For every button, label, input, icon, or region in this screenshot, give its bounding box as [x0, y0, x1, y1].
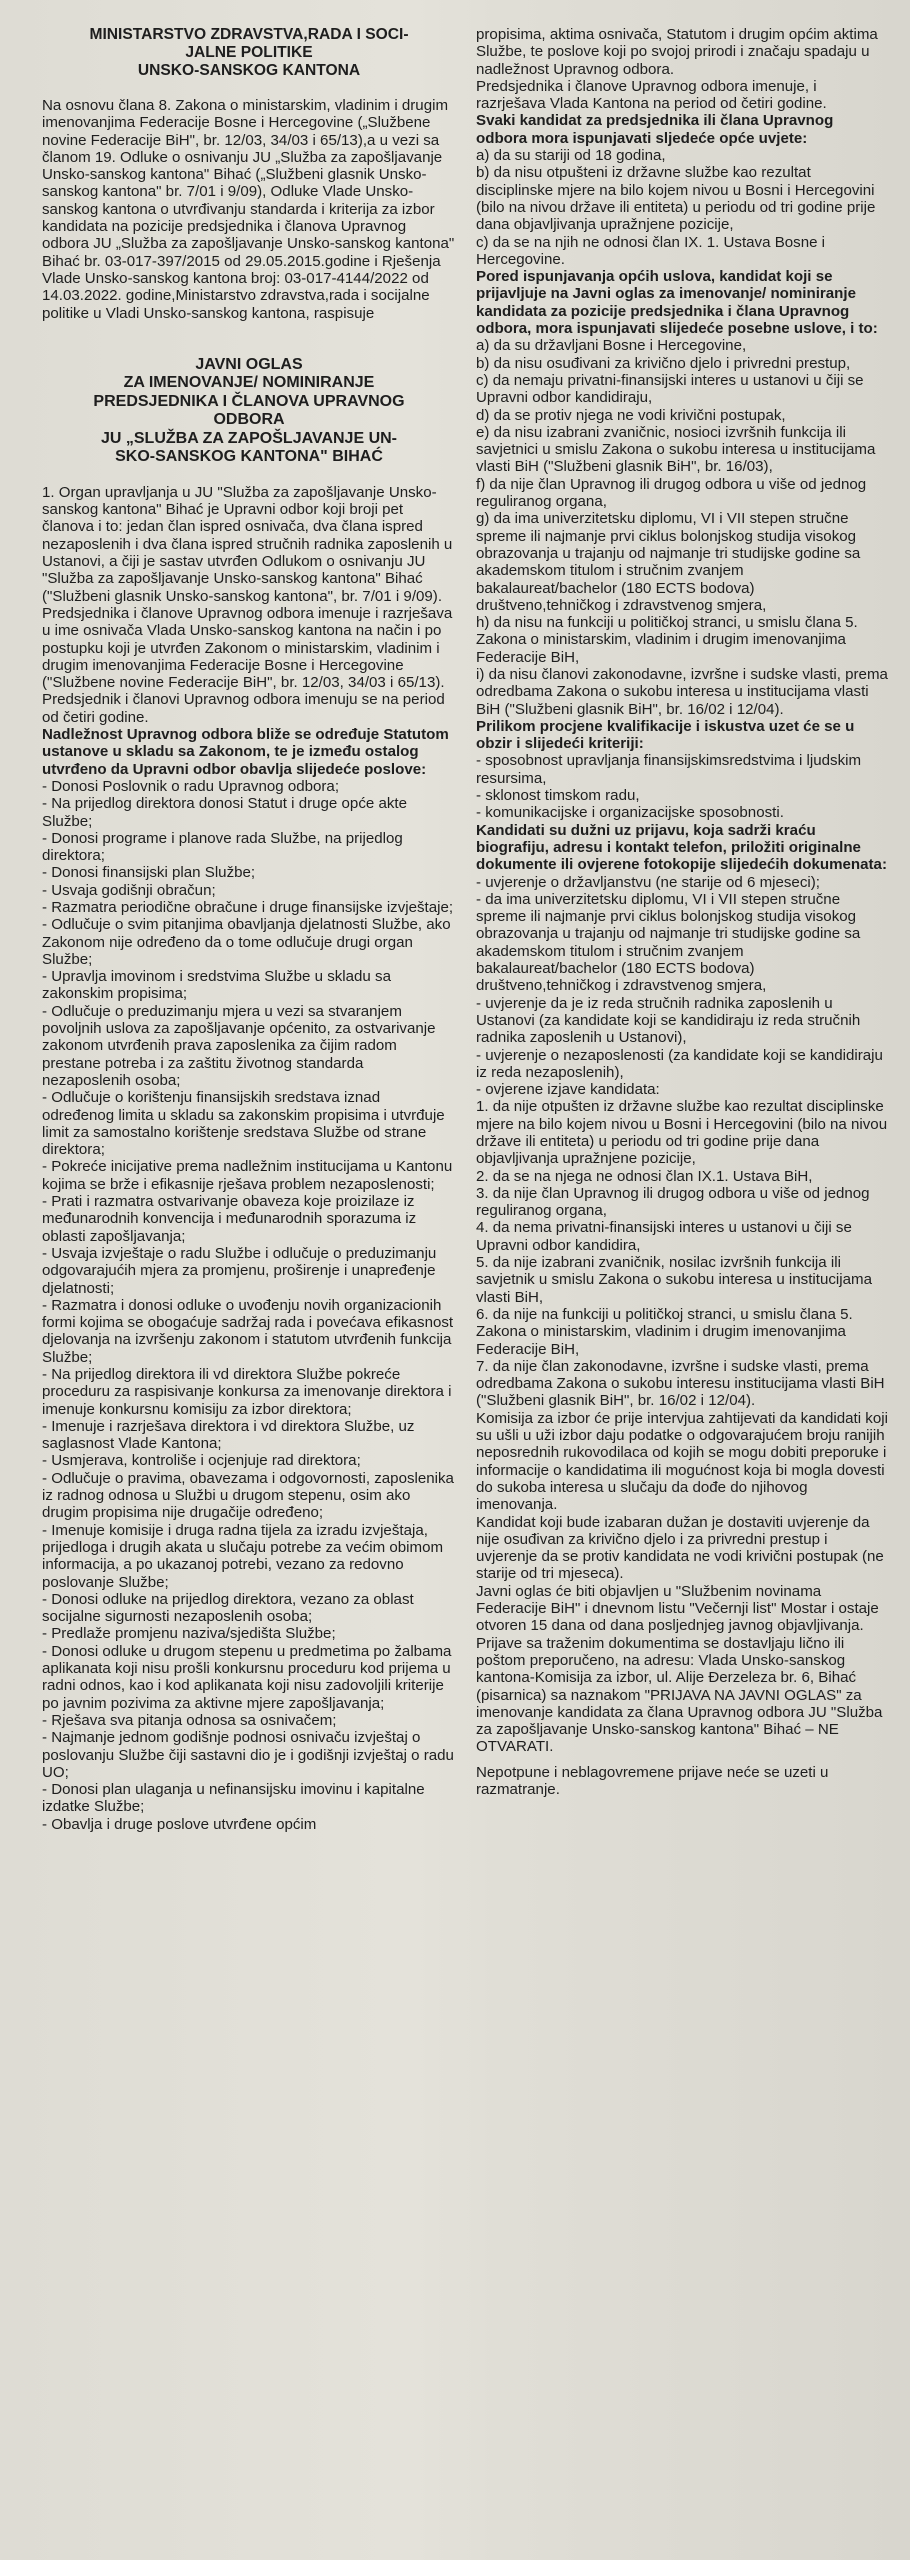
list-item: b) da nisu otpušteni iz državne službe kao rezultat disciplinske mjere na bilo kojem nivou u Bosni i Hercegovini (bilo na nivou države ili entiteta) u periodu od tri godine prije dana objavljivanja upražnjene pozicije,: [476, 164, 876, 234]
list-item: - uvjerenje o nezaposlenosti (za kandidate koji se kandidiraju iz reda nezaposlenih),: [476, 1046, 883, 1081]
list-item: - Imenuje komisije i druga radna tijela za izradu izvještaja, prijedloga i drugih akata u slučaju potrebe za većim obimom informacija, a po ukazanoj potrebi, vezano za redovno poslovanje Službe;: [42, 1521, 444, 1591]
special-conditions-list: [476, 337, 888, 718]
list-item: - Najmanje jednom godišnje podnosi osnivaču izvještaj o poslovanju Službe čiji sastavni dio je i godišnji izvještaj o radu UO;: [42, 1729, 454, 1781]
duties-heading: Nadležnost Upravnog odbora bliže se određuje Statutom ustanove u skladu sa Zakonom, te je između ostalog utvrđeno da Upravni odbor obavlja slijedeće poslove:: [42, 726, 449, 778]
list-item: - Donosi odluke na prijedlog direktora, vezano za oblast socijalne sigurnosti nezaposlenih osoba;: [42, 1590, 414, 1626]
publication-paragraph: Javni oglas će biti objavljen u "Službenim novinama Federacije BiH" i dnevnom listu "Večernji list" Mostar i ostaje otvoren 15 dana od dana posljednjeg javnog objavljivanja. Prijave sa traženim dokumentima se dostavljaju lično ili poštom preporučeno, na adresu: Vlada Unsko-sanskog kantona-Komisija za izbor, ul. Alije Đerzeleza br. 6, Bihać (pisarnica) sa naznakom "PRIJAVA NA JAVNI OGLAS" za imenovanje kandidata za člana Upravnog odbora JU "Služba za zapošljavanje Unsko-sanskog kantona" Bihać – NE OTVARATI.: [476, 1582, 883, 1756]
list-item: - sklonost timskom radu,: [476, 787, 640, 805]
continuation-paragraph: propisima, aktima osnivača, Statutom i drugim općim aktima Službe, te poslove koji po svojoj prirodi i značaju spadaju u nadležnost Upravnog odbora.: [476, 26, 878, 78]
list-item: - Donosi plan ulaganja u nefinansijsku imovinu i kapitalne izdatke Službe;: [42, 1781, 425, 1816]
appointment-paragraph: Predsjednika i članove Upravnog odbora imenuje, i razrješava Vlada Kantona na period od četiri godine.: [476, 77, 827, 113]
right-column: [476, 26, 888, 2556]
list-item: - Rješava sva pitanja odnosa sa osnivačem;: [42, 1711, 337, 1729]
list-item: - Donosi finansijski plan Službe;: [42, 864, 256, 882]
list-item: - Odlučuje o korištenju finansijskih sredstava iznad određenog limita u skladu sa zakonskim propisima i utvrđuje limit za samostalno korištenje sredstava Službe od strane direktora;: [42, 1089, 445, 1159]
list-item: - Razmatra i donosi odluke o uvođenju novih organizacionih formi kojima se obogaćuje sadržaj rada i povećava efikasnost djelovanja na izvršenju zakonom i statutom utvrđenih funkcija Službe;: [42, 1296, 454, 1366]
intro-paragraph: Na osnovu člana 8. Zakona o ministarskim, vladinim i drugim imenovanjima Federacije Bosne i Hercegovine („Službene novine Federacije BiH", br. 12/03, 34/03 i 65/13),a u vezi sa članom 19. Odluke o osnivanju JU „Služba za zapošljavanje Unsko-sanskog kantona" Bihać („Službeni glasnik Unsko-sanskog kantona" br. 7/01 i 9/09), Odluke Vlade Unsko-sanskog kantona o utvrđivanju standarda i kriterija za izbor kandidata na pozicije predsjednika i članova Upravnog odbora JU „Služba za zapošljavanje Unsko-sanskog kantona" Bihać br. 03-017-397/2015 od 29.05.2015.godine i Rješenja Vlade Unsko-sanskog kantona broj: 03-017-4144/2022 od 14.03.2022. godine,Ministarstvo zdravstva,rada i socijalne politike u Vladi Unsko-sanskog kantona, raspisuje: [42, 97, 455, 322]
list-item: - Donosi programe i planove rada Službe, na prijedlog direktora;: [42, 829, 403, 865]
list-item: - Na prijedlog direktora donosi Statut i druge opće akte Službe;: [42, 795, 407, 830]
ad-subtitle-line: SKO-SANSKOG KANTONA" BIHAĆ: [115, 448, 383, 466]
list-item: 7. da nije član zakonodavne, izvršne i sudske vlasti, prema odredbama Zakona o sukobu interesu institucijama vlasti BiH ("Službeni glasnik BiH", br. 16/02 i 12/04).: [476, 1357, 885, 1410]
list-item: - Usvaja godišnji obračun;: [42, 881, 216, 899]
list-item: 2. da se na njega ne odnosi član IX.1. Ustava BiH,: [476, 1167, 813, 1185]
section1-paragraph: 1. Organ upravljanja u JU "Služba za zapošljavanje Unsko-sanskog kantona" Bihać je Upravni odbor koji broji pet članova i to: jedan član ispred osnivača, dva člana ispred nezaposlenih i dva člana ispred stručnih radnika zaposlenih u Ustanovi, a čiji je sastav utvrđen Odlukom o osnivanju JU "Služba za zapošljavanje Unsko-sanskog kantona" Bihać ("Službeni glasnik Unsko-sanskog kantona", br. 7/01 i 9/09).: [42, 483, 453, 605]
list-item: - Odlučuje o preduzimanju mjera u vezi sa stvaranjem povoljnih uslova za zapošljavanje općenito, za ostvarivanje zakonom utvrđenih prava zaposlenika za čijim radom prestane potreba i za zaštitu životnog standarda nezaposlenih osoba;: [42, 1002, 436, 1089]
list-item: 4. da nema privatni-finansijski interes u ustanovi u čiji se Upravni odbor kandidira,: [476, 1219, 852, 1254]
list-item: i) da nisu članovi zakonodavne, izvršne i sudske vlasti, prema odredbama Zakona o sukobu interesa u institucijama vlasti BiH ("Službeni glasnik BiH", br. 16/02 i 12/04).: [476, 665, 888, 718]
list-item: a) da su državljani Bosne i Hercegovine,: [476, 337, 747, 355]
list-item: - Imenuje i razrješava direktora i vd direktora Službe, uz saglasnost Vlade Kantona;: [42, 1417, 415, 1453]
ad-subtitle-line: ZA IMENOVANJE/ NOMINIRANJE: [123, 374, 375, 392]
list-item: c) da nemaju privatni-finansijski interes u ustanovi u čiji se Upravni odbor kandidiraju,: [476, 371, 864, 407]
criteria-list: [476, 752, 888, 821]
list-item: 6. da nije na funkciji u političkoj stranci, u smislu člana 5. Zakona o ministarskim, vladinim i drugim imenovanjima Federacije BiH,: [476, 1305, 853, 1358]
ad-subtitle-line: ODBORA: [213, 411, 285, 429]
section1-paragraph: Predsjednika i članove Upravnog odbora imenuje i razrješava u ime osnivača Vlada Unsko-sanskog kantona na način i po postupku koji je utvrđen Zakonom o ministarskim, vladinim i drugim imenovanjima Federacije Bosne i Hercegovine ("Službene novine Federacije BiH", br. 12/03, 34/03 i 65/13).: [42, 604, 453, 692]
list-item: c) da se na njih ne odnosi član IX. 1. Ustava Bosne i Hercegovine.: [476, 233, 826, 268]
list-item: - komunikacijske i organizacijske sposobnosti.: [476, 804, 784, 822]
ministry-heading-line: MINISTARSTVO ZDRAVSTVA,RADA I SOCI-: [89, 26, 409, 43]
list-item: - Obavlja i druge poslove utvrđene općim: [42, 1815, 317, 1833]
list-item: - uvjerenje da je iz reda stručnih radnika zaposlenih u Ustanovi (za kandidate koji se kandidiraju iz reda stručnih radnika zaposlenih u Ustanovi),: [476, 994, 861, 1047]
list-item: - da ima univerzitetsku diplomu, VI i VII stepen stručne spreme ili najmanje prvi ciklus bolonjskog studija visokog obrazovanja u trajanju od najmanje tri studijske godine sa akademskom titulom i stručnim zvanjem bakalaureat/bachelor (180 ECTS bodova) društveno,tehničkog i zdravstvenog smjera,: [476, 890, 861, 995]
general-conditions-heading: Svaki kandidat za predsjednika ili člana Upravnog odbora mora ispunjavati sljedeće opće uvjete:: [476, 112, 834, 147]
list-item: d) da se protiv njega ne vodi krivični postupak,: [476, 406, 786, 424]
list-item: - Upravlja imovinom i sredstvima Službe u skladu sa zakonskim propisima;: [42, 968, 391, 1003]
list-item: - Odlučuje o pravima, obavezama i odgovornosti, zaposlenika iz radnog odnosa u Službi u drugom stepenu, osim ako drugim propisima nije drugačije određeno;: [42, 1469, 454, 1522]
list-item: h) da nisu na funkciji u političkoj stranci, u smislu člana 5. Zakona o ministarskim, vladinim i drugim imenovanjima Federacije BiH,: [476, 614, 858, 666]
commission-paragraph: Komisija za izbor će prije intervjua zahtijevati da kandidati koji su ušli u uži izbor daju podatke o odgovarajućem broju ranijih neposrednih rukovodilaca od kojih se mogu dobiti preporuke i informacije o kandidatima ili mogućnost koja bi mogla dovesti do sukoba interesa u slučaju da dođe do njihovog imenovanja.: [476, 1409, 888, 1514]
ministry-heading-line: JALNE POLITIKE: [185, 44, 313, 61]
list-item: - Donosi odluke u drugom stepenu u predmetima po žalbama aplikanata koji nisu prošli konkursnu proceduru kod prijema u radni odnos, kao i kod aplikanata koji nisu zadovoljili kriterije po javnim pozivima za aktivne mjere zapošljavanja;: [42, 1642, 452, 1712]
documents-heading: Kandidati su dužni uz prijavu, koja sadrži kraću biografiju, adresu i kontakt telefon, priložiti originalne dokumente ili ovjerene fotokopije slijedećih dokumenata:: [476, 821, 887, 874]
ad-title: JAVNI OGLAS: [195, 355, 303, 373]
list-item: - Pokreće inicijative prema nadležnim institucijama u Kantonu kojima se brže i efikasnije rješava problem nezaposlenosti;: [42, 1158, 453, 1193]
ad-subtitle-line: JU „SLUŽBA ZA ZAPOŠLJAVANJE UN-: [100, 429, 397, 447]
special-conditions-heading: Pored ispunjavanja općih uslova, kandidat koji se prijavljuje na Javni oglas za imenovanje/ nominiranje kandidata za pozicije predsjednika i člana Upravnog odbora, mora ispunjavati slijedeće posebne uslove, i to:: [476, 268, 878, 338]
list-item: - Razmatra periodične obračune i druge finansijske izvještaje;: [42, 898, 454, 916]
left-column: [42, 26, 456, 2556]
section1-paragraph: Predsjednik i članovi Upravnog odbora imenuju se na period od četiri godine.: [42, 691, 445, 726]
list-item: - Prati i razmatra ostvarivanje obaveza koje proizilaze iz međunarodnih konvencija i međunarodnih sporazuma iz oblasti zapošljavanja;: [42, 1193, 417, 1245]
ad-heading: [42, 356, 456, 467]
documents-list: [476, 874, 888, 1410]
selected-candidate-paragraph: Kandidat koji bude izabaran dužan je dostaviti uvjerenje da nije osuđivan za krivično djelo i za privredni prestup i uvjerenje da se protiv kandidata ne vodi krivični postupak (ne starije od tri mjeseca).: [476, 1513, 884, 1583]
list-item: - Donosi Poslovnik o radu Upravnog odbora;: [42, 777, 340, 795]
list-item: - Na prijedlog direktora ili vd direktora Službe pokreće proceduru za raspisivanje konkursa za imenovanje direktora i imenuje konkursnu komisiju za izbor direktora;: [42, 1366, 452, 1418]
list-item: - Odlučuje o svim pitanjima obavljanja djelatnosti Službe, ako Zakonom nije određeno da o tome odlučuje drugi organ Službe;: [42, 916, 451, 968]
ministry-heading: [42, 26, 456, 80]
list-item: g) da ima univerzitetsku diplomu, VI i VII stepen stručne spreme ili najmanje prvi ciklus bolonjskog studija visokog obrazovanja u trajanju od najmanje tri studijske godine sa akademskom titulom i stručnim zvanjem bakalaureat/bachelor (180 ECTS bodova) društveno,tehničkog i zdravstvenog smjera,: [476, 510, 861, 614]
list-item: 1. da nije otpušten iz državne službe kao rezultat disciplinske mjere na bilo kojem nivou u Bosni i Hercegovini (bilo na nivou države ili entiteta) u periodu od tri godine prije dana objavljivanja upražnjene pozicije,: [476, 1098, 888, 1168]
list-item: 3. da nije član Upravnog ili drugog odbora u više od jednog reguliranog organa,: [476, 1184, 870, 1220]
closing-paragraph: Nepotpune i neblagovremene prijave neće se uzeti u razmatranje.: [476, 1763, 829, 1798]
list-item: - ovjerene izjave kandidata:: [476, 1081, 660, 1099]
list-item: f) da nije član Upravnog ili drugog odbora u više od jednog reguliranog organa,: [476, 475, 867, 511]
list-item: b) da nisu osuđivani za krivično djelo i privredni prestup,: [476, 354, 851, 372]
criteria-heading: Prilikom procjene kvalifikacije i iskustva uzet će se u obzir i slijedeći kriteriji:: [476, 717, 855, 753]
list-item: - Predlaže promjenu naziva/sjedišta Službe;: [42, 1625, 336, 1643]
list-item: - Usvaja izvještaje o radu Službe i odlučuje o preduzimanju odgovarajućih mjera za promjenu, proširenje i unapređenje djelatnosti;: [42, 1244, 437, 1297]
list-item: - uvjerenje o državljanstvu (ne starije od 6 mjeseci);: [476, 873, 820, 891]
ad-subtitle-line: PREDSJEDNIKA I ČLANOVA UPRAVNOG: [93, 392, 405, 410]
list-item: - sposobnost upravljanja finansijskimsredstvima i ljudskim resursima,: [476, 752, 862, 787]
duties-list: [42, 778, 456, 1833]
general-conditions-list: [476, 147, 888, 268]
list-item: e) da nisu izabrani zvaničnic, nosioci izvršnih funkcija ili savjetnici u smislu Zakona o sukobu interesa u institucijama vlasti BiH ("Službeni glasnik BiH", br. 16/03),: [476, 423, 876, 476]
list-item: a) da su stariji od 18 godina,: [476, 147, 666, 165]
list-item: 5. da nije izabrani zvaničnik, nosilac izvršnih funkcija ili savjetnik u smislu Zakona o sukobu interesa u institucijama vlasti BiH,: [476, 1254, 872, 1306]
list-item: - Usmjerava, kontroliše i ocjenjuje rad direktora;: [42, 1452, 361, 1470]
ministry-heading-line: UNSKO-SANSKOG KANTONA: [137, 62, 361, 79]
